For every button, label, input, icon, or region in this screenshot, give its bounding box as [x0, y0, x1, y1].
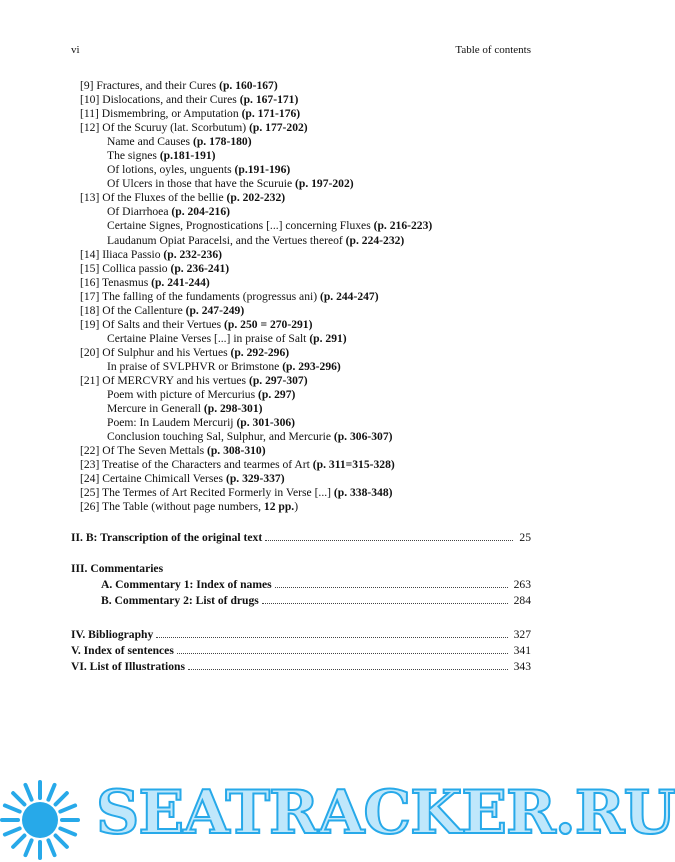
sun-icon [0, 768, 100, 862]
dot-leader [156, 637, 507, 638]
entry-title: The Table (without page numbers, [99, 500, 264, 514]
entry-pages: (p. 197-202) [295, 177, 354, 191]
entry-title: Fractures, and their Cures [93, 79, 220, 92]
entry-pages: (p. 297-307) [248, 373, 308, 387]
entry-pages: (p. 232-236) [163, 247, 223, 261]
entry-pages: (p. 301-306) [236, 416, 296, 430]
dot-leader [275, 587, 508, 588]
entry-title: The Termes of Art Recited Formerly in Verse [...] [99, 486, 334, 500]
entry-title: Certaine Signes, Prognostications [...] concerning Fluxes [107, 219, 374, 233]
toc-entry[interactable] [80, 234, 540, 248]
entry-pages: (p. 244-247) [319, 289, 379, 303]
page-number: vi [71, 44, 80, 56]
toc-label: B. Commentary 2: List of drugs [101, 594, 259, 607]
toc-entry[interactable] [80, 177, 540, 191]
entry-pages: (p. 293-296) [282, 359, 341, 373]
entry-title: In praise of SVLPHVR or Brimstone [107, 359, 283, 373]
toc-entry[interactable] [80, 121, 540, 135]
entry-number: [10] [80, 93, 100, 107]
entry-pages: (p.181-191) [159, 149, 216, 163]
entry-number: [12] [80, 121, 100, 135]
entry-number: [14] [80, 247, 100, 261]
toc-page: 327 [513, 628, 531, 641]
toc-entry[interactable] [80, 430, 540, 444]
toc-entry[interactable] [80, 318, 540, 332]
entry-pages: (p. 297) [258, 388, 296, 402]
entry-title: Of MERCVRY and his vertues [99, 373, 249, 387]
entry-number: [19] [80, 317, 100, 331]
entry-pages: (p. 306-307) [333, 430, 393, 444]
page-header [71, 44, 531, 60]
entry-title: Dislocations, and their Cures [99, 93, 240, 107]
toc-entry[interactable] [80, 458, 540, 472]
part-2b-row[interactable] [71, 530, 531, 546]
entry-number: [9] [80, 79, 94, 92]
toc-entry[interactable] [80, 304, 540, 318]
back-matter-row-illustrations[interactable] [71, 659, 531, 675]
entry-pages: (p. 329-337) [225, 472, 285, 486]
commentary-row-a[interactable] [71, 577, 531, 593]
entry-pages: (p. 224-232) [345, 233, 405, 247]
entry-number: [17] [80, 289, 100, 303]
toc-entry[interactable] [80, 262, 540, 276]
toc-entry[interactable] [80, 276, 540, 290]
entry-title: Dismembring, or Amputation [98, 107, 242, 121]
entry-pages: (p. 298-301) [203, 402, 263, 416]
entry-pages: (p. 236-241) [170, 261, 230, 275]
commentary-row-b[interactable] [71, 593, 531, 609]
entry-title: Of Ulcers in those that have the Scuruie [107, 177, 296, 191]
entry-title: Mercure in Generall [107, 402, 204, 416]
entry-number: [15] [80, 261, 100, 275]
entry-number: [26] [80, 500, 100, 514]
entry-suffix: ) [294, 500, 299, 514]
toc-page: 341 [513, 644, 531, 657]
entry-title: Conclusion touching Sal, Sulphur, and Mercurie [107, 430, 334, 444]
toc-entry[interactable] [80, 346, 540, 360]
commentaries-section [71, 561, 531, 609]
dot-leader [262, 603, 508, 604]
back-matter-section [71, 627, 531, 675]
toc-entry[interactable] [80, 486, 540, 500]
toc-entry[interactable] [80, 79, 540, 93]
toc-entry-list [80, 79, 540, 514]
entry-title: Certaine Chimicall Verses [99, 472, 226, 486]
entry-pages: (p.191-196) [234, 163, 291, 177]
toc-entry[interactable] [80, 388, 540, 402]
toc-entry[interactable] [80, 472, 540, 486]
entry-title: Of Salts and their Vertues [99, 317, 225, 331]
entry-title: Of Sulphur and his Vertues [99, 345, 231, 359]
toc-page: 343 [513, 660, 531, 673]
entry-title: Of The Seven Mettals [99, 444, 207, 458]
entry-number: [23] [80, 458, 100, 472]
toc-entry[interactable] [80, 149, 540, 163]
entry-pages: (p. 178-180) [192, 135, 252, 149]
entry-number: [21] [80, 373, 100, 387]
entry-number: [18] [80, 303, 100, 317]
entry-pages: (p. 241-244) [151, 275, 210, 289]
toc-entry[interactable] [80, 416, 540, 430]
entry-pages: (p. 204-216) [171, 205, 230, 219]
entry-title: Poem: In Laudem Mercurij [107, 416, 237, 430]
dot-leader [177, 653, 508, 654]
entry-title: Of the Scuruy (lat. Scorbutum) [99, 121, 250, 135]
entry-title: The signes [107, 149, 160, 163]
commentaries-heading: III. Commentaries [71, 562, 164, 575]
toc-page: 25 [519, 531, 531, 544]
entry-pages: (p. 308-310) [206, 444, 266, 458]
toc-entry[interactable] [80, 135, 540, 149]
entry-title: Of the Fluxes of the bellie [99, 191, 227, 205]
entry-title: Of lotions, oyles, unguents [107, 163, 235, 177]
entry-title: Treatise of the Characters and tearmes of Art [99, 458, 313, 472]
entry-pages: (p. 171-176) [241, 107, 301, 121]
back-matter-row-bibliography[interactable] [71, 627, 531, 643]
toc-entry[interactable] [80, 219, 540, 233]
entry-number: [24] [80, 472, 100, 486]
entry-title: Collica passio [99, 261, 171, 275]
entry-title: Name and Causes [107, 135, 193, 149]
toc-entry[interactable] [80, 93, 540, 107]
watermark [0, 768, 675, 862]
back-matter-row-index[interactable] [71, 643, 531, 659]
entry-number: [13] [80, 191, 100, 205]
entry-number: [22] [80, 444, 100, 458]
dot-leader [188, 669, 508, 670]
toc-entry[interactable] [80, 374, 540, 388]
toc-page: 284 [513, 594, 531, 607]
entry-title: The falling of the fundaments (progressus ani) [99, 289, 320, 303]
entry-title: Of the Callenture [99, 303, 186, 317]
toc-label: V. Index of sentences [71, 644, 174, 657]
entry-pages: (p. 202-232) [226, 191, 286, 205]
toc-entry[interactable] [80, 332, 540, 346]
dot-leader [265, 540, 513, 541]
toc-entry[interactable] [80, 107, 540, 121]
toc-entry[interactable] [80, 191, 540, 205]
toc-entry[interactable] [80, 205, 540, 219]
entry-pages: (p. 167-171) [239, 93, 299, 107]
toc-entry[interactable] [80, 444, 540, 458]
entry-pages: (p. 177-202) [249, 121, 308, 135]
entry-number: [11] [80, 107, 99, 121]
entry-title: Of Diarrhoea [107, 205, 172, 219]
toc-entry[interactable] [80, 500, 540, 514]
watermark-text: SEATRACKER.RU [96, 778, 675, 848]
toc-label: VI. List of Illustrations [71, 660, 186, 673]
toc-entry[interactable] [80, 248, 540, 262]
entry-pages: (p. 338-348) [333, 486, 393, 500]
toc-label: IV. Bibliography [71, 628, 154, 641]
entry-title: Certaine Plaine Verses [...] in praise of Salt [107, 331, 310, 345]
entry-pages: (p. 291) [309, 331, 347, 345]
toc-entry[interactable] [80, 290, 540, 304]
entry-title: Poem with picture of Mercurius [107, 388, 259, 402]
entry-pages: (p. 311=315-328) [312, 458, 395, 472]
entry-pages: (p. 292-296) [230, 345, 290, 359]
entry-pages: (p. 247-249) [185, 303, 245, 317]
entry-pages: (p. 216-223) [373, 219, 433, 233]
entry-title: Tenasmus [99, 275, 152, 289]
toc-label: II. B: Transcription of the original text [71, 531, 263, 544]
entry-pages: (p. 160-167) [219, 79, 278, 92]
entry-number: [16] [80, 275, 100, 289]
running-title: Table of contents [455, 44, 531, 56]
toc-label: A. Commentary 1: Index of names [101, 578, 272, 591]
entry-title: Iliaca Passio [99, 247, 164, 261]
toc-entry[interactable] [80, 360, 540, 374]
entry-pages: (p. 250 = 270-291) [224, 317, 313, 331]
entry-number: [25] [80, 486, 100, 500]
entry-pages: 12 pp. [263, 500, 295, 514]
entry-title: Laudanum Opiat Paracelsi, and the Vertues thereof [107, 233, 346, 247]
toc-entry[interactable] [80, 163, 540, 177]
entry-number: [20] [80, 345, 100, 359]
toc-page: 263 [513, 578, 531, 591]
toc-entry[interactable] [80, 402, 540, 416]
